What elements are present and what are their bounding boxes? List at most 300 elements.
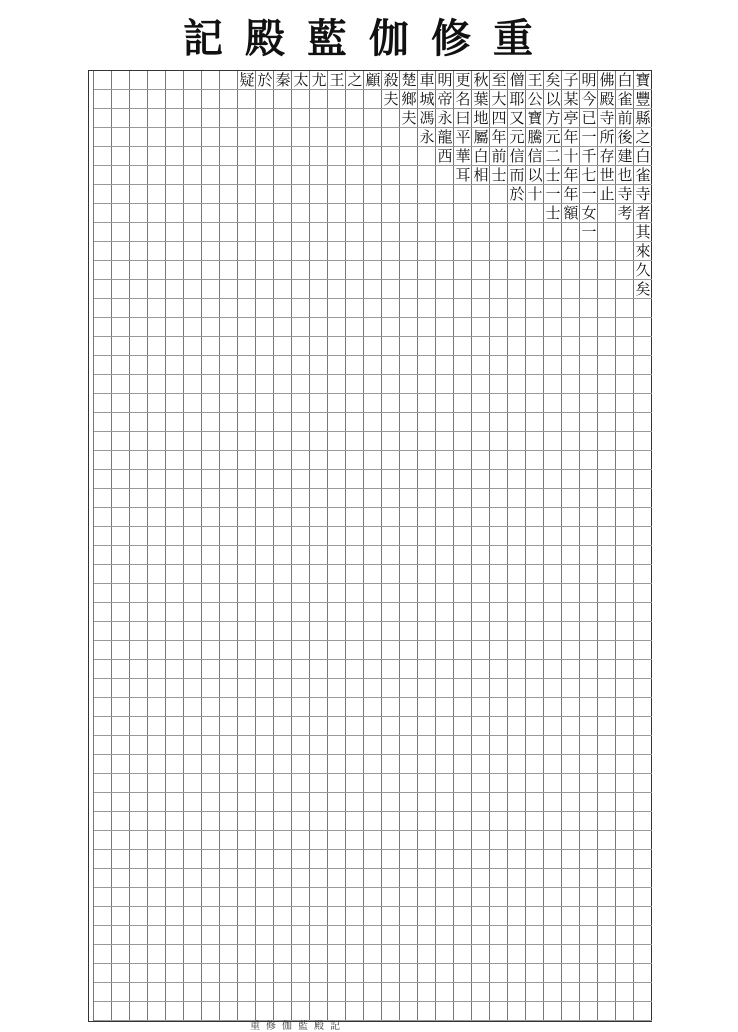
stele-char bbox=[436, 394, 454, 413]
stele-char bbox=[184, 679, 202, 698]
stele-char bbox=[94, 660, 112, 679]
stele-char bbox=[184, 546, 202, 565]
stele-char bbox=[166, 983, 184, 1002]
stele-char bbox=[184, 261, 202, 280]
stele-char bbox=[148, 926, 166, 945]
stele-char bbox=[436, 831, 454, 850]
stele-char bbox=[364, 546, 382, 565]
stele-char bbox=[616, 375, 634, 394]
stele-char bbox=[130, 204, 148, 223]
stele-char bbox=[94, 850, 112, 869]
stele-char bbox=[400, 565, 418, 584]
stele-char bbox=[562, 888, 580, 907]
stele-char bbox=[436, 1002, 454, 1021]
stele-char bbox=[166, 356, 184, 375]
stele-char bbox=[328, 451, 346, 470]
stele-char bbox=[526, 242, 544, 261]
stele-char bbox=[616, 831, 634, 850]
stele-char bbox=[472, 280, 490, 299]
stele-char bbox=[346, 888, 364, 907]
stele-char bbox=[310, 394, 328, 413]
stele-char bbox=[436, 907, 454, 926]
stele-column bbox=[291, 71, 309, 1021]
stele-char bbox=[184, 793, 202, 812]
stele-char bbox=[598, 888, 616, 907]
stele-char bbox=[634, 945, 652, 964]
stele-char bbox=[112, 660, 130, 679]
stele-char bbox=[184, 565, 202, 584]
stele-char bbox=[202, 641, 220, 660]
stele-char bbox=[508, 546, 526, 565]
stele-char bbox=[292, 831, 310, 850]
stele-char: 王 bbox=[329, 71, 345, 89]
stele-char bbox=[562, 945, 580, 964]
stele-char bbox=[292, 926, 310, 945]
stele-column bbox=[345, 71, 363, 1021]
stele-char bbox=[562, 413, 580, 432]
stele-char bbox=[418, 926, 436, 945]
stele-char bbox=[634, 622, 652, 641]
stele-char bbox=[256, 223, 274, 242]
stele-column bbox=[219, 71, 237, 1021]
stele-char bbox=[328, 318, 346, 337]
stele-column bbox=[381, 71, 399, 1021]
stele-char bbox=[436, 166, 454, 185]
stele-char bbox=[400, 261, 418, 280]
stele-char bbox=[292, 622, 310, 641]
stele-char bbox=[166, 926, 184, 945]
stele-char bbox=[400, 318, 418, 337]
stele-char bbox=[310, 584, 328, 603]
stele-char bbox=[544, 546, 562, 565]
stele-char bbox=[202, 451, 220, 470]
stele-char bbox=[112, 166, 130, 185]
stele-char bbox=[382, 109, 400, 128]
stele-char bbox=[94, 527, 112, 546]
stele-char bbox=[490, 508, 508, 527]
stele-char bbox=[508, 413, 526, 432]
stele-char: 亭 bbox=[563, 109, 579, 127]
stele-char bbox=[184, 983, 202, 1002]
stele-char bbox=[346, 337, 364, 356]
stele-char bbox=[202, 508, 220, 527]
stele-char bbox=[346, 128, 364, 147]
stele-char bbox=[130, 755, 148, 774]
stele-char bbox=[256, 299, 274, 318]
stele-char bbox=[94, 774, 112, 793]
stele-char bbox=[94, 299, 112, 318]
stele-char bbox=[598, 565, 616, 584]
stele-char bbox=[148, 983, 166, 1002]
stele-char bbox=[490, 812, 508, 831]
stele-char bbox=[598, 1002, 616, 1021]
stele-char bbox=[310, 508, 328, 527]
stele-char bbox=[328, 147, 346, 166]
stele-char: 白 bbox=[617, 71, 633, 89]
stele-char: 者 bbox=[635, 204, 651, 222]
stele-char bbox=[256, 565, 274, 584]
stele-char: 寶 bbox=[527, 109, 543, 127]
stele-column bbox=[453, 71, 471, 1021]
stele-char bbox=[310, 907, 328, 926]
stele-char: 以 bbox=[527, 166, 543, 184]
stele-char bbox=[598, 546, 616, 565]
stele-char bbox=[418, 470, 436, 489]
stele-char bbox=[382, 337, 400, 356]
stele-char bbox=[382, 527, 400, 546]
stele-char bbox=[400, 774, 418, 793]
stele-char bbox=[598, 907, 616, 926]
stele-char bbox=[328, 679, 346, 698]
stele-char bbox=[112, 185, 130, 204]
stele-char bbox=[112, 869, 130, 888]
stele-char bbox=[364, 527, 382, 546]
stele-char bbox=[616, 261, 634, 280]
stele-char bbox=[364, 622, 382, 641]
stele-char bbox=[238, 185, 256, 204]
stele-char bbox=[382, 432, 400, 451]
stele-char bbox=[238, 280, 256, 299]
stele-char bbox=[418, 736, 436, 755]
stele-char bbox=[166, 546, 184, 565]
stele-char bbox=[436, 432, 454, 451]
stele-char bbox=[382, 204, 400, 223]
stele-char bbox=[454, 793, 472, 812]
stele-char bbox=[238, 508, 256, 527]
stele-char bbox=[328, 185, 346, 204]
stele-char bbox=[454, 983, 472, 1002]
stele-char bbox=[382, 470, 400, 489]
stele-char bbox=[148, 888, 166, 907]
stele-char: 夫 bbox=[401, 109, 417, 127]
stele-char bbox=[562, 299, 580, 318]
stele-char bbox=[508, 812, 526, 831]
stele-char bbox=[112, 717, 130, 736]
stele-char bbox=[130, 622, 148, 641]
stele-char bbox=[634, 679, 652, 698]
stele-char bbox=[328, 299, 346, 318]
stele-char bbox=[130, 641, 148, 660]
stele-char bbox=[598, 451, 616, 470]
stele-column bbox=[201, 71, 219, 1021]
stele-char bbox=[562, 584, 580, 603]
stele-char bbox=[310, 470, 328, 489]
stele-char bbox=[130, 527, 148, 546]
stele-char bbox=[526, 603, 544, 622]
stele-char bbox=[238, 565, 256, 584]
stele-char bbox=[346, 204, 364, 223]
stele-char bbox=[454, 945, 472, 964]
stele-char bbox=[238, 603, 256, 622]
stele-char bbox=[310, 432, 328, 451]
stele-char bbox=[112, 204, 130, 223]
stele-char bbox=[562, 565, 580, 584]
stele-char bbox=[238, 907, 256, 926]
stele-char bbox=[580, 983, 598, 1002]
stele-char bbox=[274, 546, 292, 565]
stele-char bbox=[94, 261, 112, 280]
stele-char bbox=[130, 584, 148, 603]
stele-char: 士 bbox=[545, 204, 561, 222]
stele-char bbox=[112, 128, 130, 147]
stele-char bbox=[274, 964, 292, 983]
stele-char bbox=[544, 755, 562, 774]
stele-column bbox=[489, 71, 507, 1021]
stele-char bbox=[130, 660, 148, 679]
stele-char bbox=[382, 546, 400, 565]
stele-char bbox=[562, 394, 580, 413]
stele-char bbox=[436, 793, 454, 812]
stele-char bbox=[436, 869, 454, 888]
stele-char bbox=[130, 983, 148, 1002]
stele-char: 顧 bbox=[365, 71, 381, 89]
stele-char bbox=[454, 622, 472, 641]
stele-char: 雀 bbox=[635, 166, 651, 184]
stele-char bbox=[310, 413, 328, 432]
stele-char bbox=[346, 413, 364, 432]
stele-char bbox=[184, 71, 202, 90]
stele-char bbox=[112, 755, 130, 774]
stele-char bbox=[634, 337, 652, 356]
stele-char bbox=[418, 261, 436, 280]
stele-char bbox=[400, 869, 418, 888]
stele-char bbox=[346, 508, 364, 527]
stele-char bbox=[328, 850, 346, 869]
stele-char bbox=[328, 926, 346, 945]
stele-char bbox=[598, 641, 616, 660]
stele-char bbox=[400, 470, 418, 489]
stele-char bbox=[112, 470, 130, 489]
stele-char bbox=[130, 546, 148, 565]
stele-char bbox=[238, 622, 256, 641]
stele-char bbox=[544, 774, 562, 793]
stele-char bbox=[148, 736, 166, 755]
stele-char bbox=[562, 261, 580, 280]
stele-char bbox=[436, 470, 454, 489]
stele-char bbox=[292, 90, 310, 109]
stele-char bbox=[112, 546, 130, 565]
stele-char bbox=[94, 755, 112, 774]
stele-char bbox=[130, 223, 148, 242]
stele-char bbox=[634, 470, 652, 489]
stele-char bbox=[94, 812, 112, 831]
stele-char bbox=[328, 527, 346, 546]
stele-char bbox=[508, 280, 526, 299]
stele-char: 明 bbox=[581, 71, 597, 89]
stele-char bbox=[544, 432, 562, 451]
stele-char bbox=[580, 489, 598, 508]
stele-char bbox=[130, 71, 148, 90]
stele-char bbox=[130, 812, 148, 831]
stele-char bbox=[166, 375, 184, 394]
stele-char bbox=[292, 166, 310, 185]
stele-char bbox=[508, 394, 526, 413]
stele-char bbox=[364, 204, 382, 223]
stele-char: 信 bbox=[527, 147, 543, 165]
stele-char bbox=[418, 527, 436, 546]
stele-char bbox=[508, 451, 526, 470]
stele-char bbox=[256, 527, 274, 546]
stele-char bbox=[544, 451, 562, 470]
stele-char bbox=[130, 1002, 148, 1021]
stele-char bbox=[436, 698, 454, 717]
stele-char bbox=[382, 869, 400, 888]
stele-char bbox=[364, 641, 382, 660]
stele-char bbox=[508, 1002, 526, 1021]
stele-char bbox=[148, 280, 166, 299]
stele-char bbox=[508, 736, 526, 755]
stele-char bbox=[454, 261, 472, 280]
stele-char bbox=[490, 660, 508, 679]
stele-char bbox=[508, 603, 526, 622]
stele-char bbox=[454, 907, 472, 926]
stele-char bbox=[400, 299, 418, 318]
stele-char bbox=[310, 660, 328, 679]
stele-char bbox=[256, 964, 274, 983]
stele-char bbox=[346, 717, 364, 736]
stele-char bbox=[418, 945, 436, 964]
stele-char bbox=[418, 888, 436, 907]
stele-char bbox=[238, 964, 256, 983]
stele-char bbox=[472, 470, 490, 489]
stele-char bbox=[472, 869, 490, 888]
stele-char bbox=[526, 451, 544, 470]
stele-char bbox=[310, 679, 328, 698]
stele-char bbox=[382, 1002, 400, 1021]
stele-column bbox=[129, 71, 147, 1021]
stele-char bbox=[184, 527, 202, 546]
stele-char bbox=[616, 318, 634, 337]
stele-char bbox=[238, 793, 256, 812]
stele-char bbox=[130, 470, 148, 489]
stele-char bbox=[526, 394, 544, 413]
stele-char bbox=[202, 90, 220, 109]
stele-char: 夫 bbox=[383, 90, 399, 108]
stele-char: 世 bbox=[599, 166, 615, 184]
stele-char bbox=[166, 793, 184, 812]
stele-char bbox=[202, 679, 220, 698]
stele-char bbox=[454, 831, 472, 850]
stele-char bbox=[238, 831, 256, 850]
stele-char bbox=[184, 223, 202, 242]
stele-char bbox=[328, 128, 346, 147]
stele-char bbox=[310, 983, 328, 1002]
stele-char bbox=[436, 337, 454, 356]
stele-char bbox=[616, 489, 634, 508]
stele-char bbox=[418, 1002, 436, 1021]
stele-char bbox=[292, 717, 310, 736]
stele-char bbox=[148, 223, 166, 242]
stele-char bbox=[490, 527, 508, 546]
stele-char bbox=[112, 489, 130, 508]
stele-char bbox=[346, 565, 364, 584]
stele-char bbox=[328, 565, 346, 584]
stele-char bbox=[436, 546, 454, 565]
stele-char bbox=[490, 831, 508, 850]
stele-char bbox=[130, 337, 148, 356]
stele-char bbox=[598, 584, 616, 603]
stele-char bbox=[220, 185, 238, 204]
stele-char bbox=[508, 242, 526, 261]
stele-char bbox=[238, 660, 256, 679]
stele-char bbox=[148, 869, 166, 888]
stele-char bbox=[166, 888, 184, 907]
stele-char bbox=[508, 356, 526, 375]
stele-char bbox=[364, 774, 382, 793]
stele-char bbox=[310, 242, 328, 261]
stele-char bbox=[220, 945, 238, 964]
stele-char bbox=[310, 261, 328, 280]
stele-char bbox=[184, 90, 202, 109]
stele-char bbox=[562, 527, 580, 546]
stele-char bbox=[508, 926, 526, 945]
stele-char bbox=[310, 356, 328, 375]
stele-char bbox=[364, 736, 382, 755]
stele-char bbox=[544, 698, 562, 717]
stele-char bbox=[418, 413, 436, 432]
stele-char bbox=[454, 584, 472, 603]
stele-char bbox=[310, 109, 328, 128]
stele-char bbox=[436, 451, 454, 470]
stele-char bbox=[346, 90, 364, 109]
stele-char bbox=[436, 261, 454, 280]
stele-char bbox=[382, 413, 400, 432]
stele-char bbox=[346, 147, 364, 166]
stele-char bbox=[220, 261, 238, 280]
stele-char bbox=[220, 71, 238, 90]
stele-char bbox=[508, 983, 526, 1002]
stele-char: 女 bbox=[581, 204, 597, 222]
stele-char bbox=[562, 1002, 580, 1021]
stele-char bbox=[382, 584, 400, 603]
stele-char bbox=[94, 413, 112, 432]
stele-char bbox=[508, 489, 526, 508]
stele-char bbox=[382, 242, 400, 261]
stele-char bbox=[400, 717, 418, 736]
stele-char bbox=[580, 337, 598, 356]
stele-char bbox=[364, 337, 382, 356]
stele-char bbox=[274, 869, 292, 888]
stele-char bbox=[490, 394, 508, 413]
stele-char bbox=[112, 318, 130, 337]
stele-char bbox=[166, 242, 184, 261]
stele-char: 元 bbox=[545, 128, 561, 146]
stele-char bbox=[454, 413, 472, 432]
stele-char: 馮 bbox=[419, 109, 435, 127]
stele-char: 耳 bbox=[455, 166, 471, 184]
stele-char bbox=[364, 1002, 382, 1021]
stele-char: 元 bbox=[509, 128, 525, 146]
stele-char bbox=[364, 356, 382, 375]
stele-char bbox=[310, 128, 328, 147]
stele-char bbox=[508, 432, 526, 451]
stele-char bbox=[238, 128, 256, 147]
stele-char bbox=[400, 280, 418, 299]
stele-char bbox=[94, 603, 112, 622]
stele-char bbox=[454, 964, 472, 983]
stele-char bbox=[166, 831, 184, 850]
stele-char: 一 bbox=[581, 128, 597, 146]
stele-char bbox=[112, 907, 130, 926]
stele-column bbox=[579, 71, 597, 1021]
stele-char bbox=[220, 128, 238, 147]
stele-char bbox=[94, 565, 112, 584]
stele-char bbox=[616, 717, 634, 736]
stele-char bbox=[436, 945, 454, 964]
stele-char bbox=[616, 983, 634, 1002]
stele-char bbox=[364, 660, 382, 679]
stele-char bbox=[202, 869, 220, 888]
